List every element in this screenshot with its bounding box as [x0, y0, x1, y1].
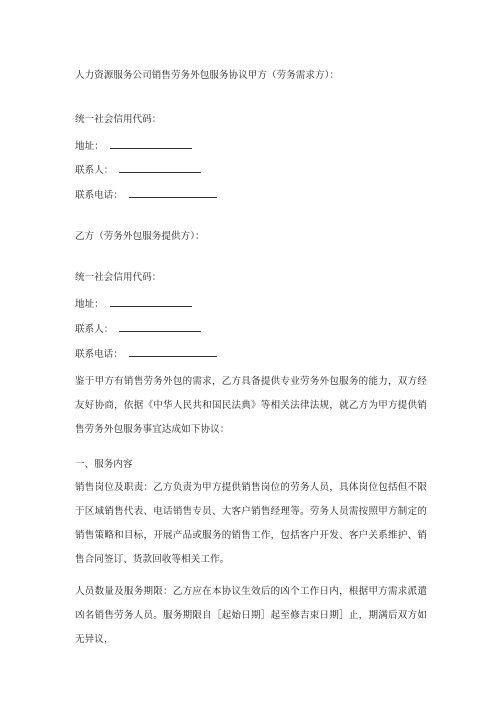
party-a-phone-blank[interactable] — [129, 187, 217, 198]
staff-quantity-paragraph: 人员数量及服务期限：乙方应在本协议生效后的凶个工作日内，根据甲方需求派遣凶名销售劳务人员。服务期限自［起始日期］起至修吉束日期］止，期满后双方如无异议， — [75, 586, 427, 645]
sales-duties-paragraph: 销售岗位及职责：乙方负责为甲方提供销售岗位的劳务人员，具体岗位包括但不限于区域销售代表、电话销售专员、大客户销售经理等。劳务人员需按照甲方制定的销售策略和目标，开展产品或服务的销售工作，包括客户开发、客户关系维护、销售合同签订、货款回收等相关工作。 — [75, 482, 427, 565]
preamble-paragraph: 鉴于甲方有销售劳务外包的需求，乙方具备提供专业劳务外包服务的能力，双方经友好协商，依据《中华人民共和国民法典》等相关法律法规，就乙方为甲方提供销售劳务外包服务事宜达成如下协议： — [75, 376, 427, 435]
party-a-phone-line — [75, 187, 217, 203]
party-a-phone-label: 联系电话： — [75, 190, 124, 201]
party-b-address-label: 地址： — [75, 299, 104, 310]
party-a-contact-line — [75, 162, 201, 178]
party-b-phone-blank[interactable] — [129, 346, 217, 357]
party-b-contact-line — [75, 321, 201, 337]
party-b-address-line — [75, 296, 192, 312]
party-a-credit-code-label: 统一社会信用代码： — [75, 114, 162, 125]
party-a-address-blank[interactable] — [110, 138, 192, 149]
party-a-address-label: 地址： — [75, 141, 104, 152]
party-a-contact-blank[interactable] — [119, 162, 201, 173]
party-b-contact-blank[interactable] — [119, 321, 201, 332]
section-1-heading: 一、服务内容 — [75, 459, 133, 470]
party-a-address-line — [75, 138, 192, 154]
party-b-phone-line — [75, 346, 217, 362]
party-b-address-blank[interactable] — [110, 296, 192, 307]
party-b-credit-code-label: 统一社会信用代码： — [75, 272, 162, 283]
party-b-contact-label: 联系人： — [75, 324, 114, 335]
agreement-title: 人力资源服务公司销售劳务外包服务协议甲方（劳务需求方）： — [75, 70, 340, 81]
party-b-phone-label: 联系电话： — [75, 349, 124, 360]
party-b-heading: 乙方（劳务外包服务提供方）： — [75, 231, 205, 242]
party-a-contact-label: 联系人： — [75, 165, 114, 176]
